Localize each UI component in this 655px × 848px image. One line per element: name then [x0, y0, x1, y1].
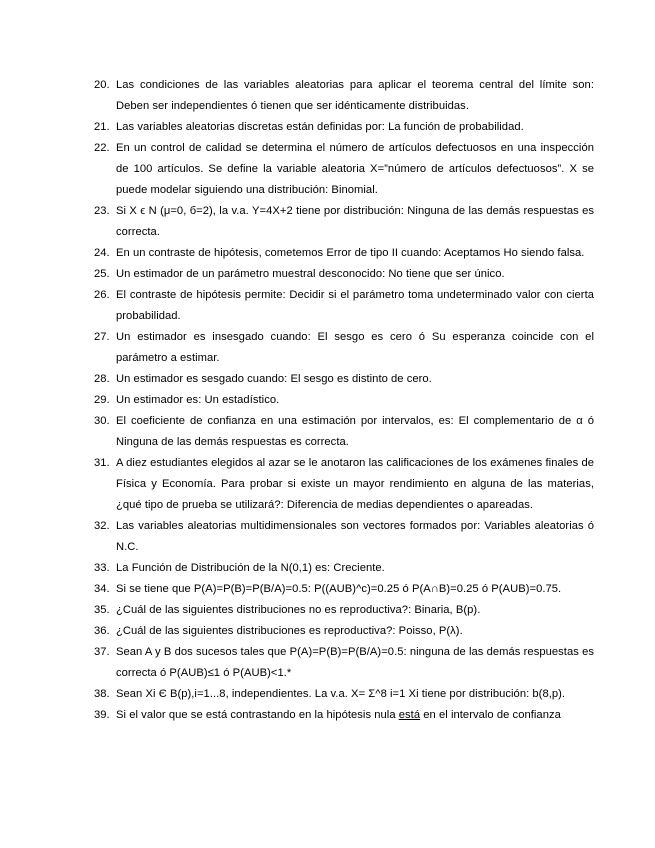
- list-item: [94, 243, 594, 264]
- item-text: Si se tiene que P(A)=P(B)=P(B/A)=0.5: P((AUB)^c)=0.25 ó P(A∩B)=0.25 ó P(AUB)=0.75.: [116, 583, 562, 595]
- item-text: Las variables aleatorias multidimensionales son vectores formados por: Variables aleatorias ó N.C.: [116, 520, 594, 553]
- list-item: [94, 201, 594, 243]
- list-item: [94, 117, 594, 138]
- item-text: El coeficiente de confianza en una estimación por intervalos, es: El complementario de α ó Ninguna de las demás respuestas es correcta.: [116, 415, 594, 448]
- item-number: 25.: [94, 268, 110, 280]
- item-number: 29.: [94, 394, 110, 406]
- item-number: 24.: [94, 247, 110, 259]
- item-number: 37.: [94, 646, 110, 658]
- item-number: 31.: [94, 457, 110, 469]
- item-text: La Función de Distribución de la N(0,1) es: Creciente.: [116, 562, 385, 574]
- item-number: 39.: [94, 709, 110, 721]
- list-item: [94, 705, 594, 726]
- item-number: 30.: [94, 415, 110, 427]
- list-item: [94, 138, 594, 201]
- list-item: [94, 516, 594, 558]
- list-item: [94, 411, 594, 453]
- list-item: [94, 579, 594, 600]
- list-item: [94, 453, 594, 516]
- list-item: [94, 621, 594, 642]
- item-number: 26.: [94, 289, 110, 301]
- item-text: En un control de calidad se determina el número de artículos defectuosos en una inspección de 100 artículos. Se define la variable aleatoria X=”número de artículos defectuosos”. X se puede modelar siguiendo una distribución: Binomial.: [116, 142, 594, 196]
- question-list: [94, 75, 594, 726]
- item-text: ¿Cuál de las siguientes distribuciones no es reproductiva?: Binaria, B(p).: [116, 604, 481, 616]
- item-number: 36.: [94, 625, 110, 637]
- list-item: [94, 684, 594, 705]
- item-number: 27.: [94, 331, 110, 343]
- item-number: 38.: [94, 688, 110, 700]
- item-number: 35.: [94, 604, 110, 616]
- item-number: 23.: [94, 205, 110, 217]
- item-text: En un contraste de hipótesis, cometemos Error de tipo II cuando: Aceptamos Ho siendo falsa.: [116, 247, 585, 259]
- item-text: Un estimador es sesgado cuando: El sesgo es distinto de cero.: [116, 373, 432, 385]
- item-text: Sean A y B dos sucesos tales que P(A)=P(B)=P(B/A)=0.5: ninguna de las demás respuestas es correcta ó P(AUB)≤1 ó P(AUB)<1.*: [116, 646, 594, 679]
- item-text: Las condiciones de las variables aleatorias para aplicar el teorema central del límite son: Deben ser independientes ó tienen que ser idénticamente distribuidas.: [116, 79, 594, 112]
- item-text: ¿Cuál de las siguientes distribuciones es reproductiva?: Poisso, P(λ).: [116, 625, 463, 637]
- underlined-word: está: [398, 709, 421, 721]
- list-item: [94, 327, 594, 369]
- item-text: A diez estudiantes elegidos al azar se le anotaron las calificaciones de los exámenes finales de Física y Economía. Para probar si existe un mayor rendimiento en alguna de las materias, ¿qué tipo de prueba se utilizará?: Diferencia de medias dependientes o apareadas.: [116, 457, 594, 511]
- list-item: [94, 369, 594, 390]
- list-item: [94, 600, 594, 621]
- item-text: Un estimador de un parámetro muestral desconocido: No tiene que ser único.: [116, 268, 505, 280]
- item-text: El contraste de hipótesis permite: Decidir si el parámetro toma undeterminado valor con cierta probabilidad.: [116, 289, 594, 322]
- list-item: [94, 264, 594, 285]
- item-number: 20.: [94, 79, 110, 91]
- item-text: Sean Xi Є B(p),i=1...8, independientes. La v.a. X= Σ^8 i=1 Xi tiene por distribución: b(8,p).: [116, 688, 566, 700]
- item-number: 32.: [94, 520, 110, 532]
- item-number: 21.: [94, 121, 110, 133]
- item-text: Un estimador es: Un estadístico.: [116, 394, 280, 406]
- item-text: Las variables aleatorias discretas están definidas por: La función de probabilidad.: [116, 121, 524, 133]
- item-number: 28.: [94, 373, 110, 385]
- list-item: [94, 390, 594, 411]
- item-number: 22.: [94, 142, 110, 154]
- item-number: 34.: [94, 583, 110, 595]
- list-item: [94, 558, 594, 579]
- item-text: Un estimador es insesgado cuando: El sesgo es cero ó Su esperanza coincide con el parámetro a estimar.: [116, 331, 594, 364]
- item-text: Si el valor que se está contrastando en la hipótesis nula está en el intervalo de confianza: [116, 709, 561, 721]
- item-text: Si X ϵ N (μ=0, б=2), la v.a. Y=4X+2 tiene por distribución: Ninguna de las demás respuestas es correcta.: [116, 205, 594, 238]
- list-item: [94, 642, 594, 684]
- item-number: 33.: [94, 562, 110, 574]
- list-item: [94, 75, 594, 117]
- list-item: [94, 285, 594, 327]
